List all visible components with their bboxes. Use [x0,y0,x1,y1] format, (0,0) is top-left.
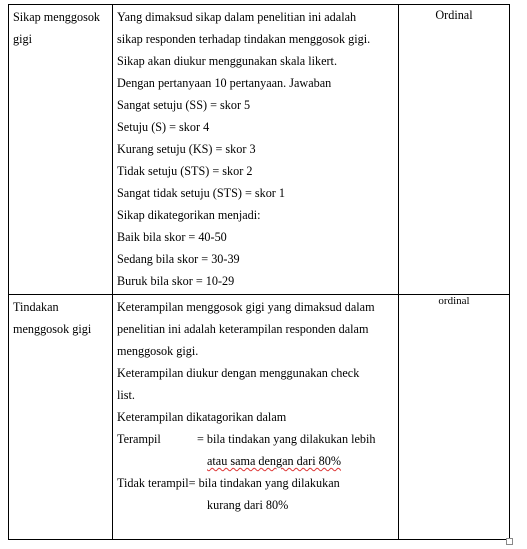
definition-line: Setuju (S) = skor 4 [117,120,210,134]
definition-line: Dengan pertanyaan 10 pertanyaan. Jawaban [117,76,332,90]
definition-line: Keterampilan dikatagorikan dalam [117,410,287,424]
variable-name-line: menggosok gigi [13,322,92,336]
definition-line: Tidak setuju (STS) = skor 2 [117,164,253,178]
variable-name-line: Sikap menggosok [13,10,101,24]
category-continuation [117,452,398,474]
variable-name-line: gigi [13,32,32,46]
definition-line: Buruk bila skor = 10-29 [117,274,235,288]
scale-cell [399,5,510,295]
variable-cell [9,5,113,295]
table-row-tindakan [9,295,510,540]
definition-line: Sangat tidak setuju (STS) = skor 1 [117,186,286,200]
definition-line: Yang dimaksud sikap dalam penelitian ini adalah [117,10,357,24]
category-rule: = bila tindakan yang dilakukan [188,476,340,490]
definition-line: list. [117,388,135,402]
definition-line: Baik bila skor = 40-50 [117,230,227,244]
scale-label: Ordinal [435,8,473,22]
definition-line: Sikap dikategorikan menjadi: [117,208,261,222]
definition-line: menggosok gigi. [117,344,199,358]
definition-cell [113,5,399,295]
resize-handle[interactable] [506,538,513,545]
definition-line: penelitian ini adalah keterampilan responden dalam [117,322,369,336]
definition-line: Sangat setuju (SS) = skor 5 [117,98,251,112]
category-rule: = bila tindakan yang dilakukan lebih [197,432,376,446]
category-line [117,430,398,452]
definition-cell [113,295,399,540]
definition-line: Sedang bila skor = 30-39 [117,252,240,266]
category-rule-cont: atau sama dengan dari 80% [207,454,342,468]
category-label: Terampil [117,432,161,446]
category-rule-cont: kurang dari 80% [207,498,289,512]
category-continuation [117,496,398,518]
definition-line: Keterampilan diukur dengan menggunakan check [117,366,360,380]
category-line [117,474,398,496]
definition-line: sikap responden terhadap tindakan menggosok gigi. [117,32,371,46]
variable-definition-table [8,4,510,540]
table-row-sikap [9,5,510,295]
category-label: Tidak terampil [117,476,189,490]
scale-label: ordinal [438,295,470,307]
definition-line: Kurang setuju (KS) = skor 3 [117,142,256,156]
definition-line: Sikap akan diukur menggunakan skala likert. [117,54,337,68]
scale-cell [399,295,510,540]
variable-cell [9,295,113,540]
variable-name-line: Tindakan [13,300,59,314]
definition-line: Keterampilan menggosok gigi yang dimaksud dalam [117,300,375,314]
